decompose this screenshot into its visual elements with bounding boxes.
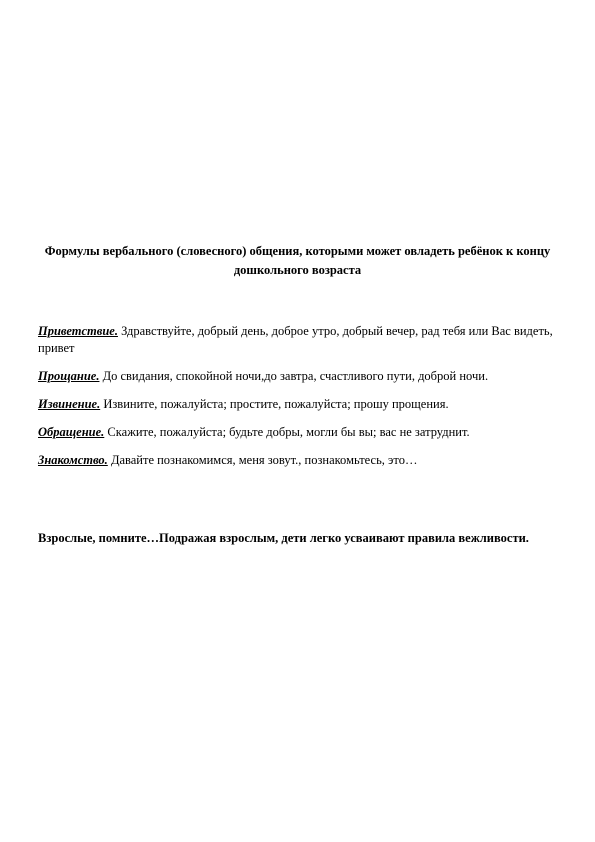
entry-term: Извинение. [38, 397, 101, 411]
entry-term: Приветствие. [38, 324, 118, 338]
entry-apology [38, 396, 563, 413]
entry-text: Здравствуйте, добрый день, доброе утро, добрый вечер, рад тебя или Вас видеть, привет [38, 324, 553, 355]
entry-text: Давайте познакомимся, меня зовут., познакомьтесь, это… [107, 453, 418, 467]
entry-greeting [38, 323, 563, 357]
entry-farewell [38, 368, 563, 385]
entry-text: Извините, пожалуйста; простите, пожалуйста; прошу прощения. [100, 397, 449, 411]
entry-term: Знакомство. [38, 453, 108, 467]
entry-text: Скажите, пожалуйста; будьте добры, могли бы вы; вас не затруднит. [104, 425, 470, 439]
entry-address [38, 424, 563, 441]
closing-note: Взрослые, помните…Подражая взрослым, дети легко усваивают правила вежливости. [38, 531, 529, 545]
entry-text: До свидания, спокойной ночи,до завтра, счастливого пути, доброй ночи. [99, 369, 489, 383]
entry-term: Обращение. [38, 425, 105, 439]
document-title: Формулы вербального (словесного) общения, которыми может овладеть ребёнок к концу дошкольного возраста [44, 244, 551, 277]
politeness-formulas-list [38, 323, 563, 480]
entry-acquaintance [38, 452, 563, 469]
entry-term: Прощание. [38, 369, 100, 383]
